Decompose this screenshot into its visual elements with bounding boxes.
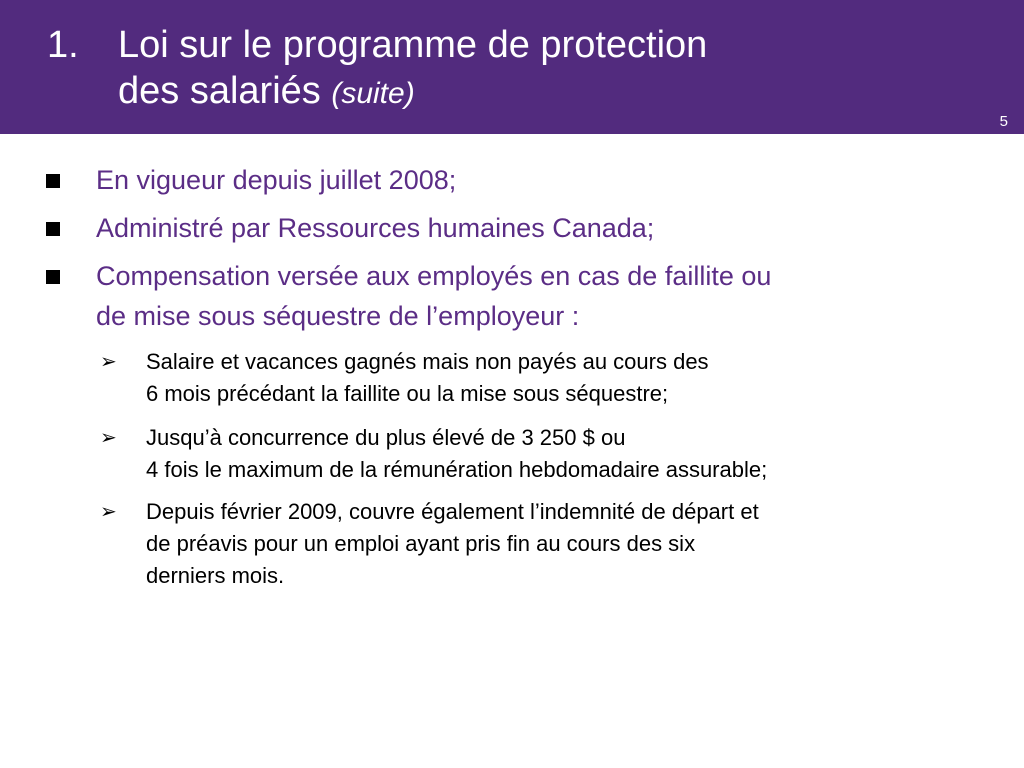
sub-bullet-text <box>146 422 1006 486</box>
sub-bullet-text-line: derniers mois. <box>146 563 285 588</box>
bullet-text: En vigueur depuis juillet 2008; <box>96 165 457 195</box>
arrow-bullet-icon: ➢ <box>100 427 117 449</box>
square-bullet-icon <box>46 270 60 284</box>
title-line-2 <box>118 68 707 117</box>
sub-bullet-text-line: 4 fois le maximum de la rémunération hebdomadaire assurable; <box>146 457 768 482</box>
sub-bullet-text-line: 6 mois précédant la faillite ou la mise sous séquestre; <box>146 381 669 406</box>
title-line-2-text: des salariés <box>118 70 321 112</box>
sub-bullet-text <box>146 496 1006 592</box>
arrow-bullet-icon: ➢ <box>100 501 117 523</box>
bullet-text-line: Compensation versée aux employés en cas de faillite ou <box>96 261 772 291</box>
page-number: 5 <box>999 113 1008 130</box>
title-line-1: Loi sur le programme de protection <box>118 24 708 66</box>
slide-title <box>118 22 707 117</box>
title-bar <box>0 0 1024 134</box>
bullet-text <box>96 256 976 336</box>
title-suite: (suite) <box>331 77 415 110</box>
arrow-bullet-icon: ➢ <box>100 351 117 373</box>
sub-bullet-text-line: Salaire et vacances gagnés mais non payés au cours des <box>146 349 709 374</box>
sub-bullet-text-line: de préavis pour un emploi ayant pris fin au cours des six <box>146 531 696 556</box>
sub-bullet-text-line: Jusqu’à concurrence du plus élevé de 3 250 $ ou <box>146 425 626 450</box>
square-bullet-icon <box>46 222 60 236</box>
bullet-text: Administré par Ressources humaines Canada; <box>96 213 655 243</box>
square-bullet-icon <box>46 174 60 188</box>
bullet-text-line: de mise sous séquestre de l’employeur : <box>96 301 580 331</box>
sub-bullet-text-line: Depuis février 2009, couvre également l’indemnité de départ et <box>146 499 759 524</box>
title-number: 1. <box>47 24 79 66</box>
sub-bullet-text <box>146 346 1006 410</box>
